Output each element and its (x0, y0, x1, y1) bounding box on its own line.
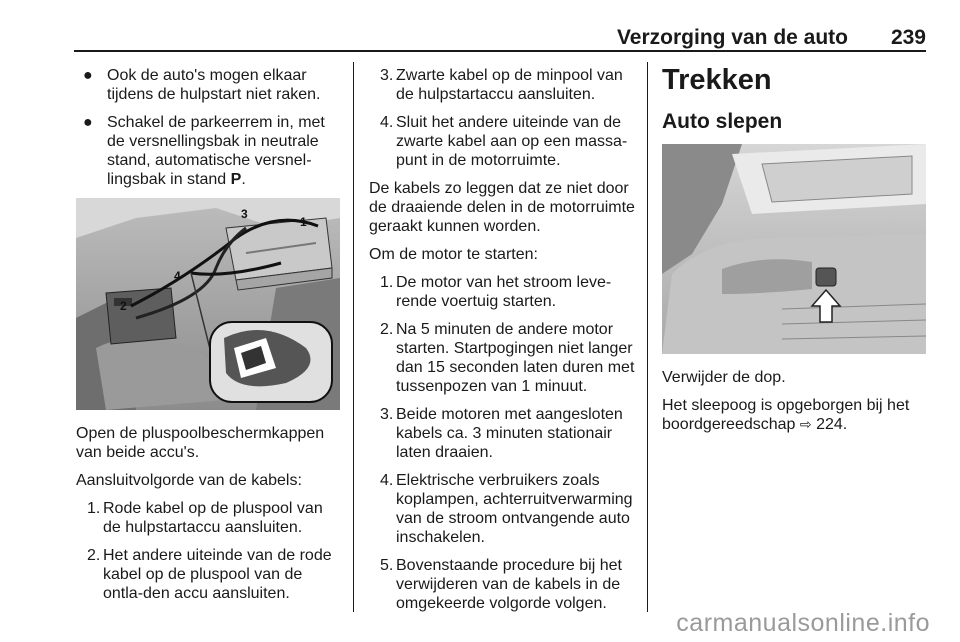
paragraph-text: Het sleepoog is opgeborgen bij het boordgereedschap (662, 397, 910, 433)
figure-label-1: 1 (300, 215, 307, 229)
section-title: Verzorging van de auto (616, 26, 848, 49)
step-text: Elektrische verbruikers zoals koplampen, achterruitverwarming van de stroom ontvangende auto inschakelen. (396, 472, 633, 546)
list-item (76, 113, 340, 189)
paragraph: De kabels zo leggen dat ze niet door de draaiende delen in de motorruimte geraakt kunnen worden. (369, 180, 635, 235)
list-item (369, 405, 639, 462)
step-text: De motor van het stroom leve-rende voertuig starten. (396, 274, 612, 310)
figure-label-3: 3 (241, 207, 248, 221)
step-number: 2. (380, 321, 394, 338)
step-text: Rode kabel op de pluspool van de hulpstartaccu aansluiten. (103, 500, 323, 536)
column-divider-right (647, 62, 648, 612)
header-rule (74, 50, 926, 52)
step-text: Na 5 minuten de andere motor starten. Startpogingen niet langer dan 15 seconden laten duren met tussenpozen van 1 minuut. (396, 321, 635, 395)
tow-eye-cover-illustration (662, 144, 926, 354)
page-reference-number: 224. (811, 416, 848, 433)
paragraph (662, 396, 928, 434)
paragraph: Open de pluspoolbeschermkappen van beide accu's. (76, 425, 325, 461)
section-heading: Trekken (662, 64, 772, 96)
step-text: Het andere uiteinde van de rode kabel op de pluspool van de ontla-den accu aansluiten. (103, 547, 332, 602)
precaution-list (76, 66, 340, 189)
list-item (369, 113, 639, 170)
list-item (76, 546, 340, 603)
step-number: 4. (380, 114, 394, 131)
list-item (369, 556, 639, 613)
step-number: 3. (380, 67, 394, 84)
column-3 (662, 64, 928, 443)
column-divider-left (353, 62, 354, 612)
list-item (76, 66, 340, 104)
connection-steps (76, 499, 340, 603)
list-item (369, 471, 639, 547)
bullet-text: Ook de auto's mogen elkaar tijdens de hulpstart niet raken. (107, 67, 321, 103)
step-text: Sluit het andere uiteinde van de zwarte kabel aan op een massa-punt in de motorruimte. (396, 114, 628, 169)
step-number: 4. (380, 472, 394, 489)
bullet-icon: ● (83, 67, 93, 84)
column-1 (76, 66, 340, 612)
figure-label-2: 2 (120, 299, 127, 313)
paragraph: Verwijder de dop. (662, 369, 786, 386)
step-text: Beide motoren met aangesloten kabels ca. 3 minuten stationair laten draaien. (396, 406, 623, 461)
figure-label-4: 4 (174, 269, 181, 283)
step-text: Bovenstaande procedure bij het verwijderen van de kabels in de omgekeerde volgorde volgen. (396, 557, 622, 612)
list-item (369, 66, 639, 104)
bullet-text: Schakel de parkeerrem in, met de versnellingsbak in neutrale stand, automatische versnel-lingsbak in stand (107, 114, 325, 188)
step-number: 3. (380, 406, 394, 423)
start-steps (369, 273, 639, 613)
list-item (369, 320, 639, 396)
connection-steps-continued (369, 66, 639, 170)
step-number: 1. (380, 274, 394, 291)
paragraph: Om de motor te starten: (369, 246, 538, 263)
bullet-text-end: . (241, 171, 246, 188)
watermark: carmanualsonline.info (676, 609, 930, 637)
column-2 (369, 66, 639, 622)
list-item (369, 273, 639, 311)
list-item (76, 499, 340, 537)
page-header (74, 26, 926, 50)
subsection-heading: Auto slepen (662, 110, 783, 133)
step-text: Zwarte kabel op de minpool van de hulpstartaccu aansluiten. (396, 67, 623, 103)
step-number: 1. (87, 500, 101, 517)
step-number: 2. (87, 547, 101, 564)
step-number: 5. (380, 557, 394, 574)
gear-position-label: P (230, 171, 242, 188)
page-number: 239 (890, 26, 926, 49)
battery-jump-start-illustration (76, 198, 340, 410)
bullet-icon: ● (83, 114, 93, 131)
page-reference-icon: ⇨ (799, 416, 812, 432)
paragraph: Aansluitvolgorde van de kabels: (76, 472, 302, 489)
